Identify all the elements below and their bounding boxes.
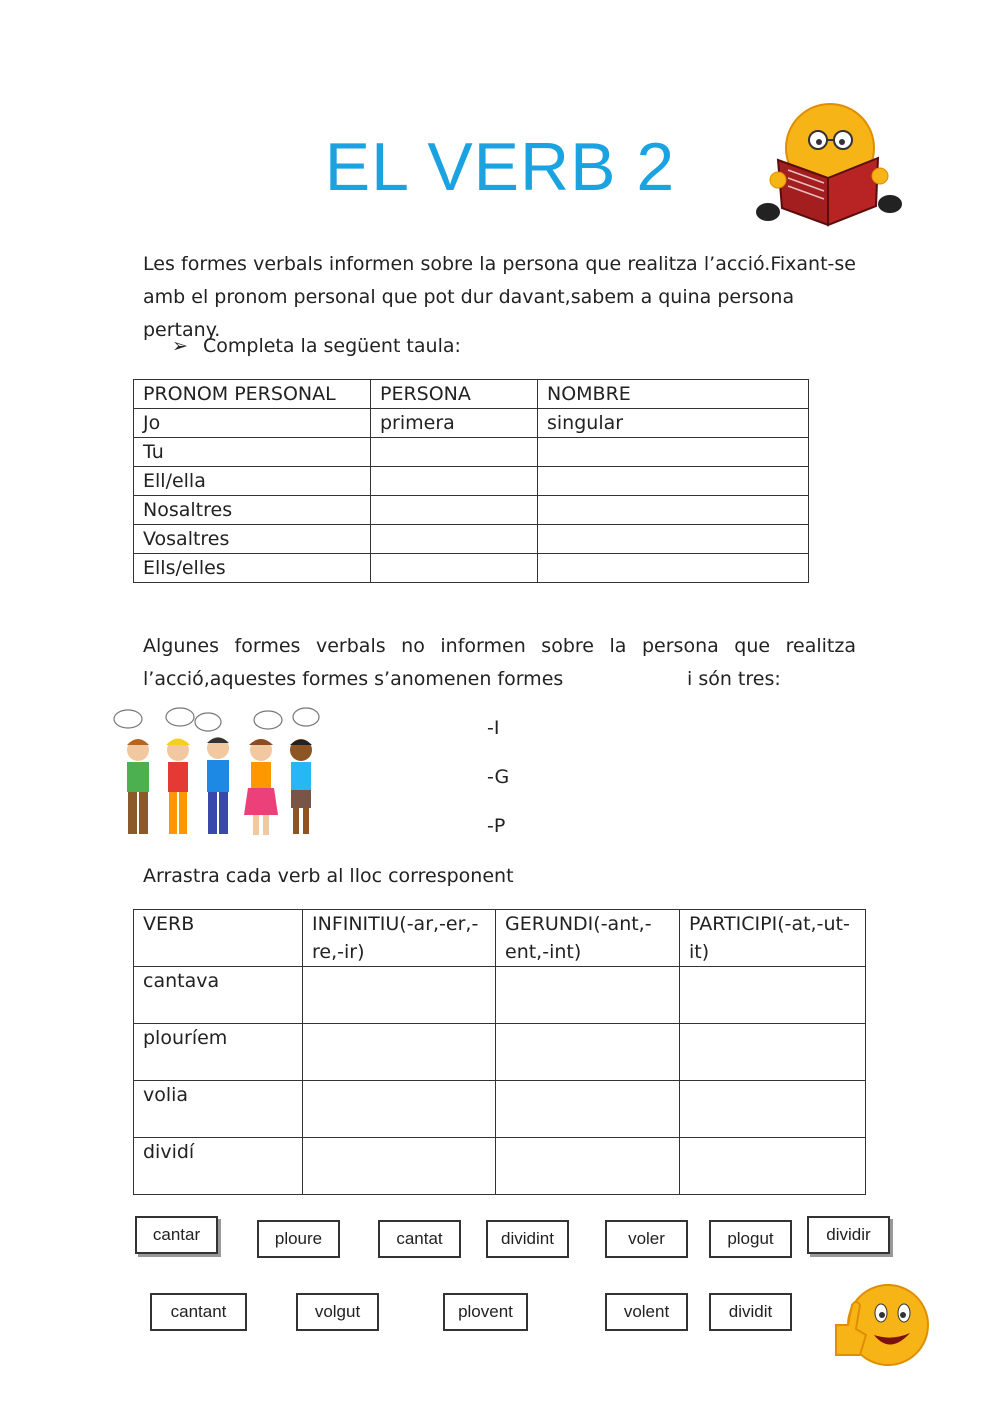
para2-line-2b: i són tres:: [687, 668, 781, 690]
persona-cell[interactable]: primera: [371, 409, 538, 438]
verb-chip-plovent[interactable]: plovent: [443, 1293, 528, 1331]
table-row: [134, 1138, 866, 1195]
verb-chip-plogut[interactable]: plogut: [709, 1220, 792, 1258]
participi-drop-cell[interactable]: [680, 1024, 866, 1081]
table-header-row: [134, 380, 809, 409]
thumbs-up-emoji-icon: [826, 1265, 936, 1370]
nombre-cell[interactable]: [538, 496, 809, 525]
blank-drop-zone[interactable]: [552, 668, 672, 694]
participi-drop-cell[interactable]: [680, 1081, 866, 1138]
gerundi-drop-cell[interactable]: [496, 967, 680, 1024]
form-infinitiu-drop-zone[interactable]: [520, 716, 720, 742]
gerundi-drop-cell[interactable]: [496, 1138, 680, 1195]
infinitiu-drop-cell[interactable]: [303, 1138, 496, 1195]
drag-instruction: Arrastra cada verb al lloc corresponent: [143, 865, 514, 887]
infinitiu-drop-cell[interactable]: [303, 1081, 496, 1138]
header-cell: PERSONA: [371, 380, 538, 409]
verb-chip-dividir[interactable]: dividir: [807, 1216, 890, 1254]
pronoun-cell: Jo: [134, 409, 371, 438]
pronoun-table: [133, 379, 809, 583]
verb-chip-dividint[interactable]: dividint: [486, 1220, 569, 1258]
table-row: [134, 554, 809, 583]
verb-chip-ploure[interactable]: ploure: [257, 1220, 340, 1258]
para2-line-2a: l’acció,aquestes formes s’anomenen formes: [143, 668, 564, 690]
verb-chip-voler[interactable]: voler: [605, 1220, 688, 1258]
verb-chip-dividit[interactable]: dividit: [709, 1293, 792, 1331]
para2-line-1: Algunes formes verbals no informen sobre la persona que realitza: [143, 635, 856, 657]
pronoun-cell: Ell/ella: [134, 467, 371, 496]
form-gerundi: -G: [487, 766, 510, 788]
verb-table: [133, 909, 866, 1195]
table-row: [134, 1024, 866, 1081]
bullet-instruction: Completa la següent taula:: [203, 335, 461, 357]
nombre-cell[interactable]: singular: [538, 409, 809, 438]
table-row: [134, 467, 809, 496]
intro-line-2: amb el pronom personal que pot dur davant,sabem a quina persona pertany.: [143, 286, 795, 341]
reading-emoji-icon: [748, 100, 908, 230]
pronoun-cell: Ells/elles: [134, 554, 371, 583]
infinitiu-drop-cell[interactable]: [303, 967, 496, 1024]
header-cell: PARTICIPI(-at,-ut-it): [680, 910, 866, 967]
table-row: [134, 496, 809, 525]
pronoun-cell: Nosaltres: [134, 496, 371, 525]
verb-chip-volgut[interactable]: volgut: [296, 1293, 379, 1331]
persona-cell[interactable]: [371, 525, 538, 554]
header-cell: GERUNDI(-ant,-ent,-int): [496, 910, 680, 967]
pronoun-cell: Vosaltres: [134, 525, 371, 554]
header-cell: PRONOM PERSONAL: [134, 380, 371, 409]
kids-thinking-icon: [108, 705, 328, 850]
verb-chip-volent[interactable]: volent: [605, 1293, 688, 1331]
table-row: [134, 525, 809, 554]
pronoun-cell: Tu: [134, 438, 371, 467]
verb-cell: cantava: [134, 967, 303, 1024]
verb-cell: dividí: [134, 1138, 303, 1195]
table-row: [134, 409, 809, 438]
verb-chip-cantat[interactable]: cantat: [378, 1220, 461, 1258]
nombre-cell[interactable]: [538, 467, 809, 496]
participi-drop-cell[interactable]: [680, 1138, 866, 1195]
header-cell: VERB: [134, 910, 303, 967]
persona-cell[interactable]: [371, 496, 538, 525]
bullet-arrow-icon: ➢: [172, 335, 188, 357]
infinitiu-drop-cell[interactable]: [303, 1024, 496, 1081]
verb-chip-cantant[interactable]: cantant: [150, 1293, 247, 1331]
header-cell: NOMBRE: [538, 380, 809, 409]
intro-line-1: Les formes verbals informen sobre la persona que realitza l’acció.Fixant-se: [143, 253, 856, 275]
table-row: [134, 967, 866, 1024]
form-participi-drop-zone[interactable]: [520, 814, 720, 840]
verb-cell: volia: [134, 1081, 303, 1138]
persona-cell[interactable]: [371, 438, 538, 467]
verb-chip-cantar[interactable]: cantar: [135, 1216, 218, 1254]
gerundi-drop-cell[interactable]: [496, 1081, 680, 1138]
form-participi: -P: [487, 815, 506, 837]
nombre-cell[interactable]: [538, 554, 809, 583]
persona-cell[interactable]: [371, 554, 538, 583]
nombre-cell[interactable]: [538, 438, 809, 467]
table-row: [134, 1081, 866, 1138]
verb-cell: plouríem: [134, 1024, 303, 1081]
table-row: [134, 438, 809, 467]
header-cell: INFINITIU(-ar,-er,-re,-ir): [303, 910, 496, 967]
gerundi-drop-cell[interactable]: [496, 1024, 680, 1081]
form-infinitiu: -I: [487, 717, 500, 739]
form-gerundi-drop-zone[interactable]: [520, 765, 720, 791]
persona-cell[interactable]: [371, 467, 538, 496]
participi-drop-cell[interactable]: [680, 967, 866, 1024]
nombre-cell[interactable]: [538, 525, 809, 554]
table-header-row: [134, 910, 866, 967]
page-title: EL VERB 2: [324, 129, 676, 205]
